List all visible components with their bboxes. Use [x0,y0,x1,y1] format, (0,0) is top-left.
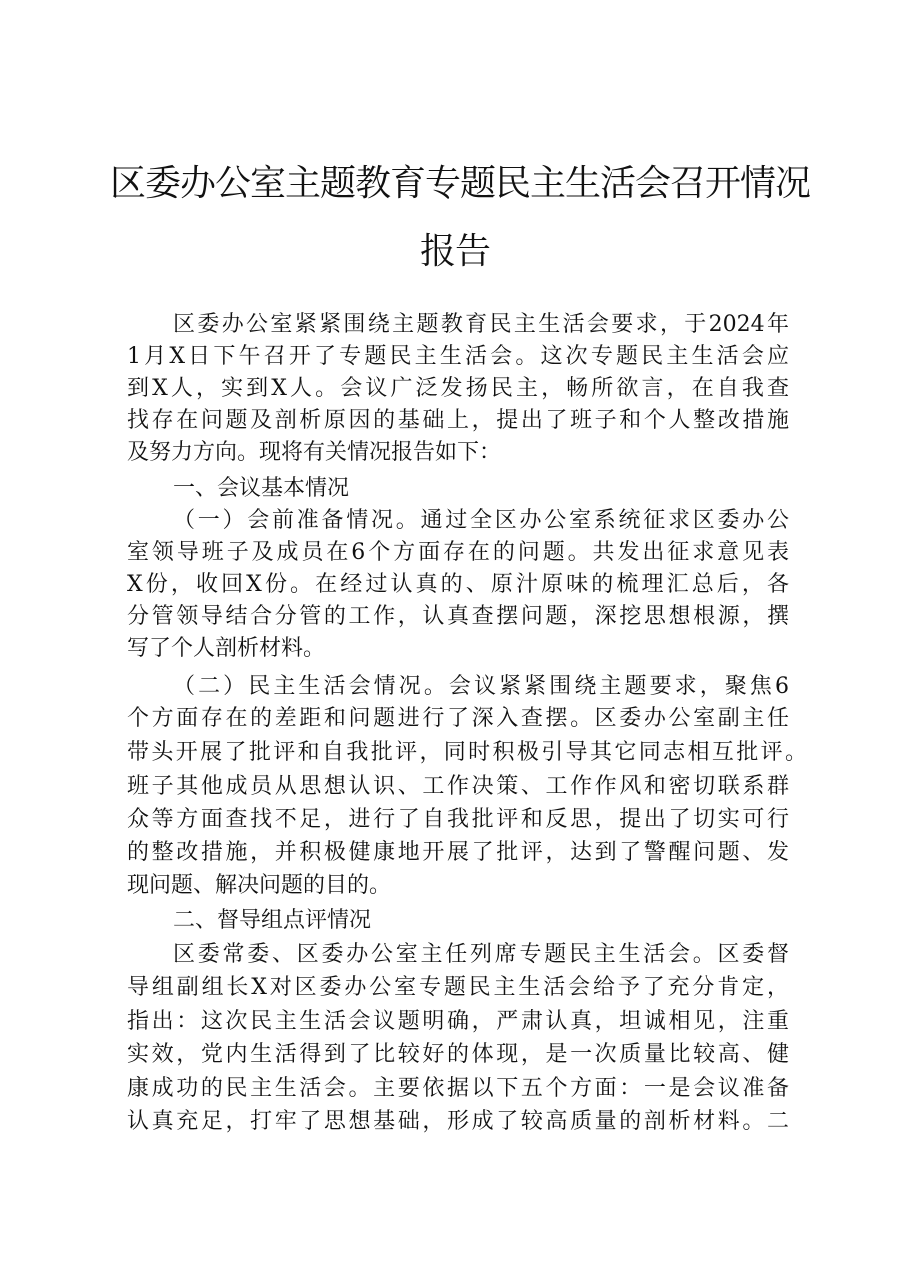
paragraph-2-line-4: 分管领导结合分管的工作，认真查摆问题，深挖思想根源，撰 [127,604,789,629]
paragraph-4-line-5: 康成功的民主生活会。主要依据以下五个方面：一是会议准备 [127,1076,789,1101]
paragraph-4-line-2: 导组副组长X对区委办公室专题民主生活会给予了充分肯定， [127,975,789,1000]
paragraph-1-line-1: 区委办公室紧紧围绕主题教育民主生活会要求，于2024年 [173,312,789,337]
paragraph-2-text: 通过全区办公室系统征求区委办公 [420,508,789,533]
paragraph-3-line-4: 班子其他成员从思想认识、工作决策、工作作风和密切联系群 [127,774,789,799]
document-title-line-2: 报告 [419,231,490,272]
paragraph-1-line-5: 及努力方向。现将有关情况报告如下： [127,440,502,465]
paragraph-1-line-2: 1月X日下午召开了专题民主生活会。这次专题民主生活会应 [127,344,789,369]
paragraph-3-line-3: 带头开展了批评和自我批评，同时积极引导其它同志相互批评。 [127,740,807,765]
paragraph-2-line-3: X份，收回X份。在经过认真的、原汁原味的梳理汇总后，各 [127,572,789,597]
paragraph-3-line-6: 的整改措施，并积极健康地开展了批评，达到了警醒问题、发 [127,840,789,865]
paragraph-1-line-3: 到X人，实到X人。会议广泛发扬民主，畅所欲言，在自我查 [127,376,789,401]
paragraph-3-text: 会议紧紧围绕主题要求，聚焦6 [448,674,789,699]
paragraph-2-lead: （一）会前准备情况。 [173,508,421,533]
paragraph-4-line-6: 认真充足，打牢了思想基础，形成了较高质量的剖析材料。二 [127,1109,789,1134]
paragraph-3-line-2: 个方面存在的差距和问题进行了深入查摆。区委办公室副主任 [127,706,789,731]
paragraph-2-line-5: 写了个人剖析材料。 [127,636,326,661]
paragraph-2-line-1 [173,506,789,536]
section-heading-1: 一、会议基本情况 [173,476,350,501]
paragraph-4-line-3: 指出：这次民主生活会议题明确，严肃认真，坦诚相见，注重 [127,1009,789,1034]
paragraph-4-line-4: 实效，党内生活得到了比较好的体现，是一次质量比较高、健 [127,1042,789,1067]
document-title-line-1: 区委办公室主题教育专题民主生活会召开情况 [110,163,811,204]
paragraph-2-line-2: 室领导班子及成员在6个方面存在的问题。共发出征求意见表 [127,540,789,565]
paragraph-3-line-7: 现问题、解决问题的目的。 [127,873,392,898]
paragraph-3-line-5: 众等方面查找不足，进行了自我批评和反思，提出了切实可行 [127,807,789,832]
section-heading-2: 二、督导组点评情况 [173,908,372,933]
paragraph-1-line-4: 找存在问题及剖析原因的基础上，提出了班子和个人整改措施 [127,408,789,433]
paragraph-3-line-1 [173,672,789,702]
paragraph-3-lead: （二）民主生活会情况。 [173,674,449,699]
paragraph-4-line-1: 区委常委、区委办公室主任列席专题民主生活会。区委督 [173,942,789,967]
